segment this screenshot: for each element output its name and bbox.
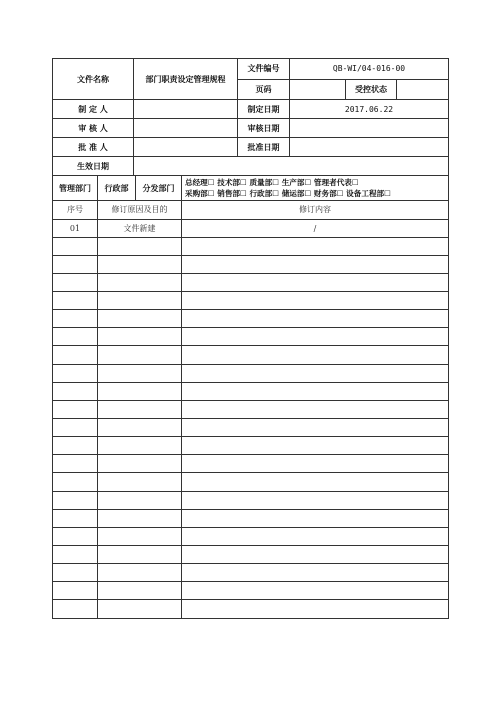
rev-no-cell [53,310,98,328]
rev-no-cell [53,546,98,564]
rev-header-content: 修订内容 [182,201,449,219]
rev-no-cell: 01 [53,219,98,237]
rev-no-cell [53,364,98,382]
approved-by-label: 批 准 人 [53,138,134,157]
control-status-value [397,80,448,100]
table-row [53,255,449,273]
rev-content-cell [182,328,449,346]
prepared-by-label: 制 定 人 [53,100,134,119]
rev-reason-cell [98,382,182,400]
reviewed-by-label: 审 核 人 [53,119,134,138]
table-row [53,564,449,582]
effective-date-label: 生效日期 [53,157,134,176]
rev-no-cell [53,292,98,310]
rev-no-cell [53,273,98,291]
rev-content-cell [182,237,449,255]
table-row [53,237,449,255]
table-row [53,382,449,400]
mgmt-dept-value: 行政部 [98,176,136,201]
table-row [53,527,449,545]
rev-reason-cell [98,546,182,564]
rev-content-cell [182,473,449,491]
doc-no-label: 文件编号 [238,59,290,80]
rev-content-cell [182,310,449,328]
rev-reason-cell [98,582,182,600]
table-row [53,219,449,237]
page-value [290,80,346,100]
rev-content-cell [182,382,449,400]
rev-content-cell [182,419,449,437]
review-date-value [290,119,449,138]
rev-no-cell [53,582,98,600]
rev-reason-cell [98,455,182,473]
rev-content-cell [182,400,449,418]
rev-content-cell [182,292,449,310]
rev-no-cell [53,237,98,255]
document-control-sheet [52,58,448,619]
table-row [53,328,449,346]
rev-header-no: 序号 [53,201,98,219]
rev-content-cell [182,546,449,564]
rev-content-cell [182,491,449,509]
prepared-date-label: 制定日期 [238,100,290,119]
rev-no-cell [53,527,98,545]
table-row [53,509,449,527]
rev-no-cell [53,400,98,418]
mgmt-dept-label: 管理部门 [53,176,98,201]
rev-reason-cell [98,328,182,346]
page-label: 页码 [238,79,290,100]
rev-reason-cell [98,400,182,418]
table-row [53,346,449,364]
header-table [52,58,449,176]
rev-reason-cell [98,419,182,437]
table-row [53,437,449,455]
table-row [53,473,449,491]
rev-reason-cell [98,255,182,273]
rev-no-cell [53,419,98,437]
rev-content-cell [182,273,449,291]
doc-no-value: QB-WI/04-016-00 [290,59,449,80]
rev-header-reason: 修订原因及目的 [98,201,182,219]
distribution-table [52,176,449,201]
rev-content-cell [182,455,449,473]
rev-reason-cell [98,527,182,545]
control-status-label: 受控状态 [346,80,397,100]
prepared-date-value: 2017.06.22 [290,100,449,119]
rev-reason-cell [98,509,182,527]
rev-no-cell [53,564,98,582]
table-row [53,582,449,600]
rev-content-cell [182,255,449,273]
table-row [53,419,449,437]
prepared-by-value [134,100,238,119]
table-row [53,400,449,418]
rev-no-cell [53,382,98,400]
table-row [53,364,449,382]
rev-content-cell [182,582,449,600]
table-row [53,273,449,291]
rev-no-cell [53,346,98,364]
table-row [53,292,449,310]
rev-reason-cell [98,310,182,328]
rev-reason-cell [98,292,182,310]
doc-name-value: 部门职责设定管理规程 [134,59,238,100]
rev-reason-cell [98,273,182,291]
rev-reason-cell [98,491,182,509]
approve-date-value [290,138,449,157]
reviewed-by-value [134,119,238,138]
rev-no-cell [53,437,98,455]
table-row [53,546,449,564]
doc-name-label: 文件名称 [53,59,134,100]
rev-no-cell [53,491,98,509]
rev-reason-cell [98,237,182,255]
revision-table [52,201,449,619]
rev-no-cell [53,509,98,527]
rev-reason-cell [98,564,182,582]
table-row [53,491,449,509]
dist-line-2: 采购部☐ 销售部☐ 行政部☐ 储运部☐ 财务部☐ 设备工程部☐ [185,189,391,198]
rev-content-cell [182,600,449,618]
dist-dept-label: 分发部门 [136,176,182,201]
rev-content-cell [182,509,449,527]
rev-no-cell [53,473,98,491]
effective-date-value [134,157,449,176]
rev-reason-cell: 文件新建 [98,219,182,237]
approved-by-value [134,138,238,157]
rev-no-cell [53,328,98,346]
rev-no-cell [53,455,98,473]
rev-reason-cell [98,600,182,618]
review-date-label: 审核日期 [238,119,290,138]
rev-content-cell [182,364,449,382]
rev-content-cell [182,527,449,545]
rev-reason-cell [98,364,182,382]
rev-content-cell [182,437,449,455]
dist-line-1: 总经理☐ 技术部☐ 质量部☐ 生产部☐ 管理者代表☐ [185,178,359,187]
rev-no-cell [53,255,98,273]
table-row [53,455,449,473]
rev-reason-cell [98,473,182,491]
rev-content-cell: / [182,219,449,237]
rev-content-cell [182,564,449,582]
rev-no-cell [53,600,98,618]
approve-date-label: 批准日期 [238,138,290,157]
rev-reason-cell [98,346,182,364]
table-row [53,600,449,618]
rev-reason-cell [98,437,182,455]
rev-content-cell [182,346,449,364]
table-row [53,310,449,328]
